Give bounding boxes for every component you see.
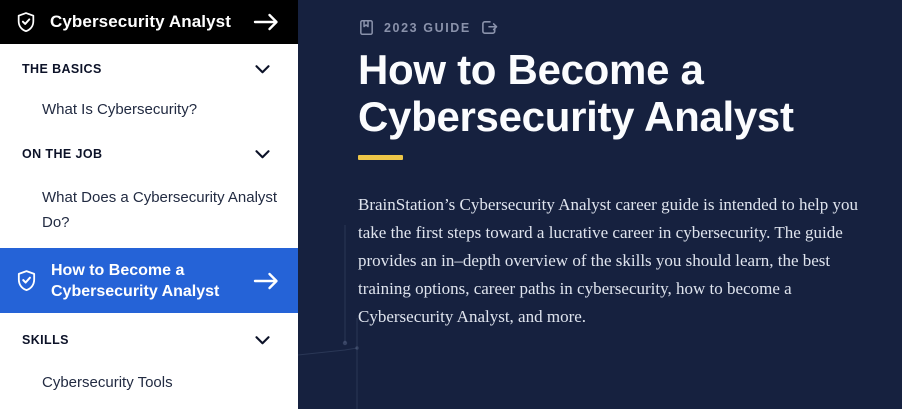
book-icon: [358, 19, 375, 36]
arrow-right-icon: [252, 12, 280, 32]
share-icon[interactable]: [480, 19, 499, 36]
guide-eyebrow-label: 2023 GUIDE: [384, 20, 471, 35]
sidebar-header-current-guide[interactable]: [0, 0, 298, 44]
main-content: [298, 0, 902, 409]
sidebar-header-title: Cybersecurity Analyst: [50, 12, 231, 31]
chevron-down-icon: [255, 65, 270, 74]
section-label: ON THE JOB: [22, 147, 103, 161]
sidebar-item-what-is-cybersecurity[interactable]: What Is Cybersecurity?: [42, 101, 198, 118]
section-toggle-on-the-job[interactable]: [0, 142, 298, 166]
section-label: THE BASICS: [22, 62, 102, 76]
sidebar-item-cybersecurity-tools[interactable]: Cybersecurity Tools: [42, 374, 173, 391]
shield-check-icon: [15, 269, 38, 292]
page-title: How to Become a Cybersecurity Analyst: [358, 46, 794, 140]
sidebar-item-what-does-analyst-do[interactable]: What Does a Cybersecurity Analyst Do?: [42, 189, 278, 231]
section-toggle-skills[interactable]: [0, 328, 298, 352]
active-item-label: How to Become a Cybersecurity Analyst: [51, 261, 220, 300]
chevron-down-icon: [255, 336, 270, 345]
shield-check-icon: [15, 11, 37, 33]
sidebar-item-how-to-become-active[interactable]: [0, 248, 298, 313]
intro-paragraph: BrainStation’s Cybersecurity Analyst career guide is intended to help you take the first steps toward a lucrative career in cybersecurity. The guide provides an in–depth overview of the skills you should learn, the best training options, career paths in cybersecurity, how to become a Cybersecurity Analyst, and more.: [358, 195, 858, 326]
guide-eyebrow: [358, 19, 866, 36]
accent-rule: [358, 155, 403, 160]
section-label: SKILLS: [22, 333, 69, 347]
chevron-down-icon: [255, 150, 270, 159]
section-toggle-the-basics[interactable]: [0, 57, 298, 81]
sidebar: [0, 0, 298, 409]
arrow-right-icon: [252, 271, 280, 291]
